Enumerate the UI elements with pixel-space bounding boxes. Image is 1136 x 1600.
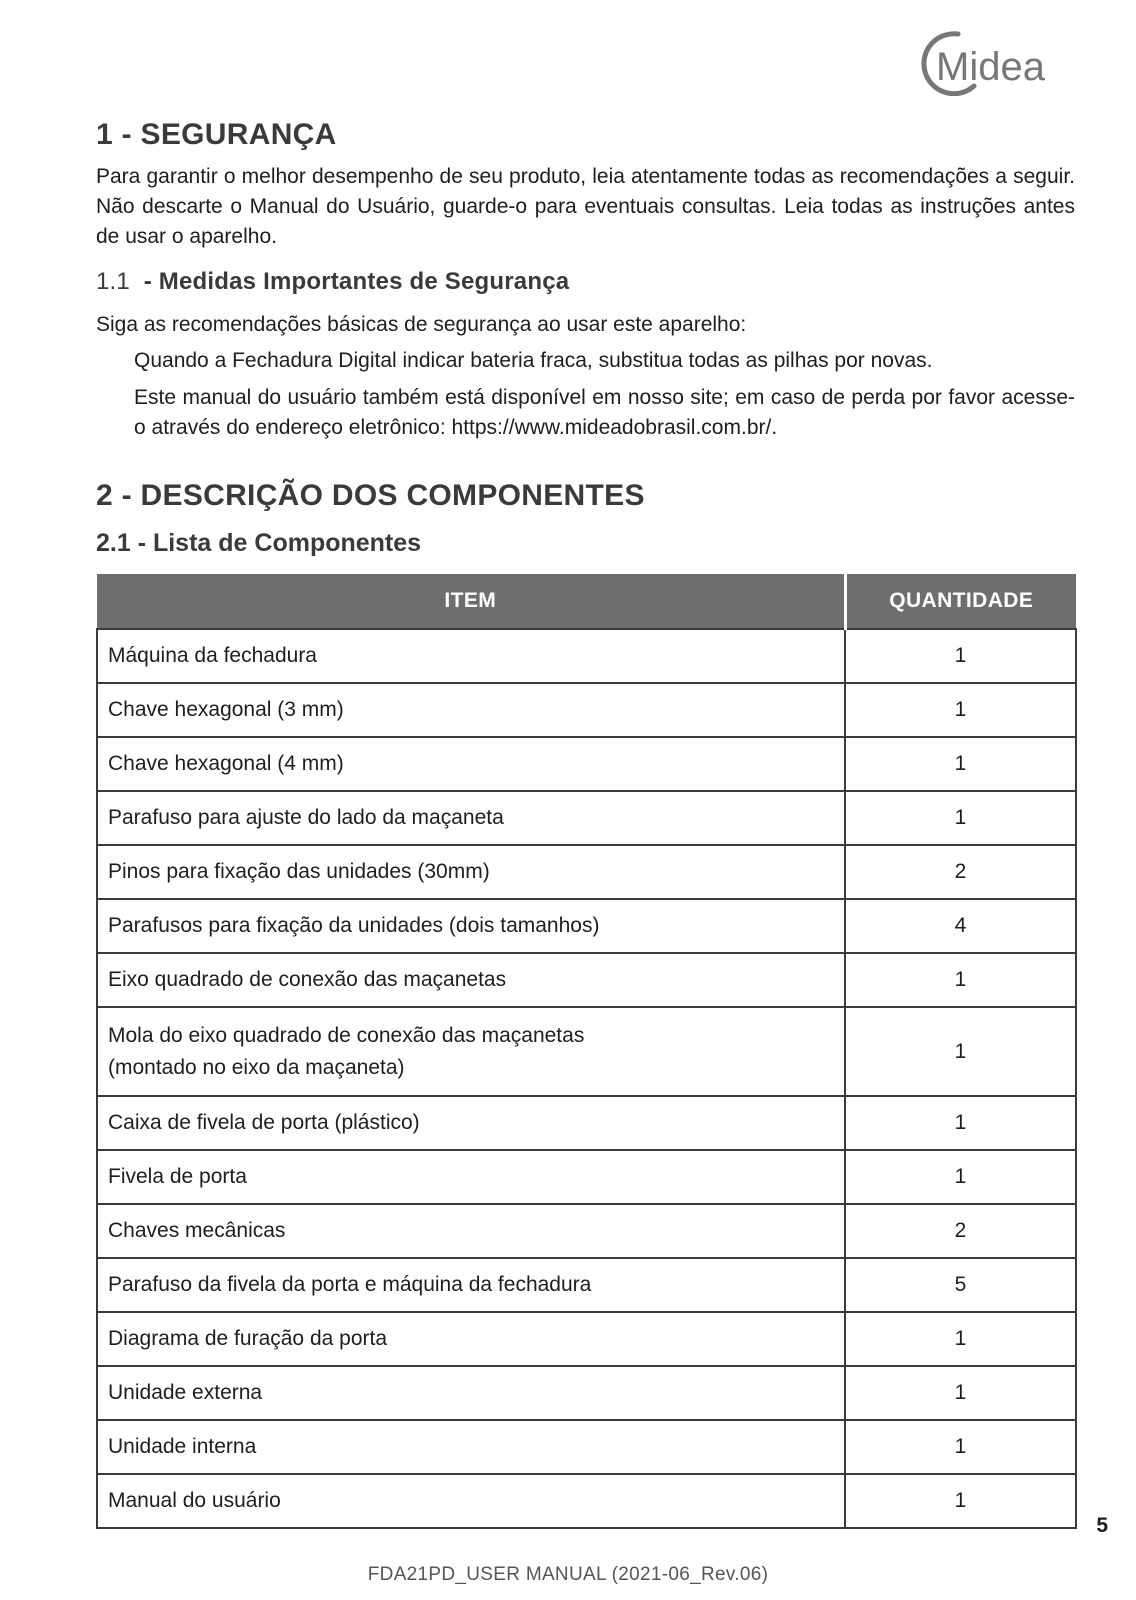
item-cell: Manual do usuário bbox=[97, 1474, 845, 1528]
item-cell: Parafuso para ajuste do lado da maçaneta bbox=[97, 791, 845, 845]
item-cell: Unidade interna bbox=[97, 1420, 845, 1474]
table-row bbox=[97, 1007, 1076, 1096]
section-title-safety: 1 - SEGURANÇA bbox=[96, 118, 337, 151]
page-number: 5 bbox=[1096, 1514, 1108, 1537]
table-row bbox=[97, 791, 1076, 845]
quantity-cell: 1 bbox=[845, 629, 1076, 683]
table-row bbox=[97, 1258, 1076, 1312]
table-row bbox=[97, 629, 1076, 683]
recommendation-item: Quando a Fechadura Digital indicar bateria fraca, substitua todas as pilhas por novas. bbox=[134, 349, 933, 372]
table-row bbox=[97, 1420, 1076, 1474]
item-cell: Pinos para fixação das unidades (30mm) bbox=[97, 845, 845, 899]
quantity-cell: 2 bbox=[845, 1204, 1076, 1258]
subsection-title-components-list: 2.1 - Lista de Componentes bbox=[96, 529, 422, 557]
quantity-cell: 1 bbox=[845, 683, 1076, 737]
item-cell: Fivela de porta bbox=[97, 1150, 845, 1204]
quantity-cell: 1 bbox=[845, 1366, 1076, 1420]
components-table bbox=[96, 574, 1077, 1529]
quantity-cell: 1 bbox=[845, 1007, 1076, 1096]
page-content bbox=[96, 118, 1075, 1529]
table-row bbox=[97, 953, 1076, 1007]
table-row bbox=[97, 899, 1076, 953]
quantity-cell: 1 bbox=[845, 1096, 1076, 1150]
item-cell: Caixa de fivela de porta (plástico) bbox=[97, 1096, 845, 1150]
column-header-quantity: QUANTIDADE bbox=[845, 574, 1076, 629]
item-cell: Eixo quadrado de conexão das maçanetas bbox=[97, 953, 845, 1007]
quantity-cell: 1 bbox=[845, 1312, 1076, 1366]
quantity-cell: 1 bbox=[845, 953, 1076, 1007]
item-cell: Parafusos para fixação da unidades (dois tamanhos) bbox=[97, 899, 845, 953]
table-row bbox=[97, 1150, 1076, 1204]
table-row bbox=[97, 1312, 1076, 1366]
item-cell: Chave hexagonal (3 mm) bbox=[97, 683, 845, 737]
recommendations-lead: Siga as recomendações básicas de segurança ao usar este aparelho: bbox=[96, 313, 747, 336]
table-body bbox=[97, 629, 1076, 1528]
quantity-cell: 1 bbox=[845, 1474, 1076, 1528]
document-footer: FDA21PD_USER MANUAL (2021-06_Rev.06) bbox=[367, 1564, 769, 1585]
item-cell: Parafuso da fivela da porta e máquina da fechadura bbox=[97, 1258, 845, 1312]
quantity-cell: 1 bbox=[845, 1420, 1076, 1474]
item-cell: Chave hexagonal (4 mm) bbox=[97, 737, 845, 791]
table-row bbox=[97, 683, 1076, 737]
midea-logo bbox=[918, 26, 1074, 96]
table-row bbox=[97, 737, 1076, 791]
item-cell: Mola do eixo quadrado de conexão das maçanetas (montado no eixo da maçaneta) bbox=[97, 1007, 845, 1096]
subsection-number: 1.1 bbox=[96, 268, 130, 295]
quantity-cell: 1 bbox=[845, 791, 1076, 845]
recommendations-list bbox=[96, 346, 1075, 443]
column-header-item: ITEM bbox=[97, 574, 845, 629]
item-cell: Unidade externa bbox=[97, 1366, 845, 1420]
quantity-cell: 2 bbox=[845, 845, 1076, 899]
quantity-cell: 5 bbox=[845, 1258, 1076, 1312]
table-row bbox=[97, 1366, 1076, 1420]
table-header-row bbox=[97, 574, 1076, 629]
subsection-title-safety-measures bbox=[96, 268, 1075, 296]
recommendation-item: Este manual do usuário também está disponível em nosso site; em caso de perda por favor acesse-o através do endereço eletrônico: https://www.mideadobrasil.com.br/. bbox=[134, 386, 1075, 439]
table-row bbox=[97, 1474, 1076, 1528]
svg-text:Midea: Midea bbox=[936, 45, 1045, 89]
subsection-title-text: - Medidas Importantes de Segurança bbox=[143, 268, 570, 295]
quantity-cell: 1 bbox=[845, 1150, 1076, 1204]
safety-intro-paragraph: Para garantir o melhor desempenho de seu produto, leia atentamente todas as recomendações a seguir. Não descarte o Manual do Usuário, guarde-o para eventuais consultas. Leia todas as instruções antes de usar o aparelho. bbox=[96, 165, 1075, 248]
table-row bbox=[97, 845, 1076, 899]
table-row bbox=[97, 1204, 1076, 1258]
quantity-cell: 4 bbox=[845, 899, 1076, 953]
item-cell: Chaves mecânicas bbox=[97, 1204, 845, 1258]
table-row bbox=[97, 1096, 1076, 1150]
quantity-cell: 1 bbox=[845, 737, 1076, 791]
item-cell: Máquina da fechadura bbox=[97, 629, 845, 683]
section-title-components: 2 - DESCRIÇÃO DOS COMPONENTES bbox=[96, 479, 645, 512]
item-cell: Diagrama de furação da porta bbox=[97, 1312, 845, 1366]
